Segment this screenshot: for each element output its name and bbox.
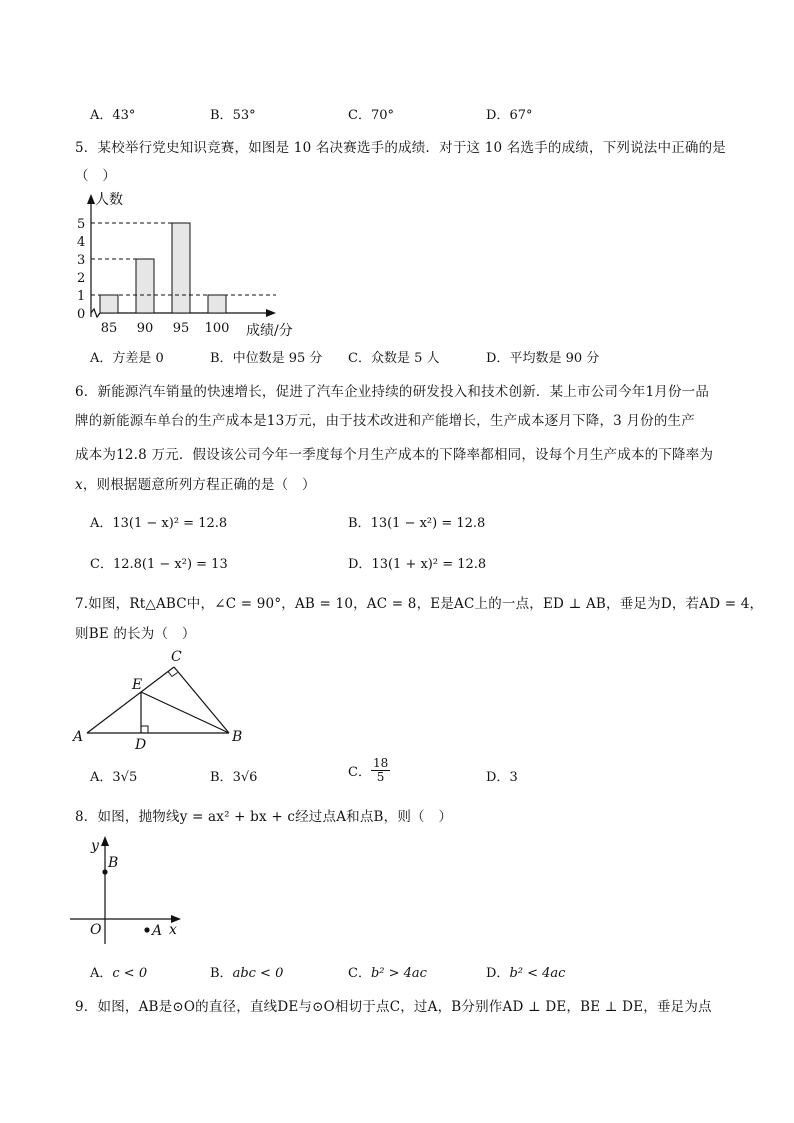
q4-option-b[interactable] (210, 104, 256, 123)
q7-stem-line2: 则BE 的长为（ ） (75, 626, 196, 642)
q5-option-d[interactable] (486, 347, 599, 366)
q7-option-a[interactable] (90, 766, 137, 785)
right-angle-d (141, 726, 148, 733)
option-text: 53° (232, 108, 256, 123)
option-letter: D． (486, 108, 510, 123)
q8-option-b[interactable] (210, 962, 283, 981)
q5-option-a[interactable] (90, 347, 164, 366)
option-letter: B． (348, 516, 371, 531)
y-axis-arrow (101, 836, 109, 846)
option-text: 13(1 + x)² = 12.8 (371, 557, 487, 572)
option-letter: D． (486, 770, 510, 785)
q4-option-d[interactable] (486, 104, 532, 123)
option-letter: B． (210, 770, 233, 785)
label-o: O (90, 922, 102, 938)
option-text: 67° (509, 108, 533, 123)
option-letter: C． (348, 765, 371, 780)
label-a: A (152, 923, 163, 939)
variable-x: x (75, 477, 83, 493)
y-tick-label: 0 (77, 307, 86, 322)
q6-option-a[interactable] (90, 512, 227, 531)
q8-option-a[interactable] (90, 962, 147, 981)
q6-stem-line4 (75, 473, 316, 493)
option-text: 3 (509, 770, 518, 785)
option-text: 43° (112, 108, 136, 123)
option-text: b² < 4ac (509, 966, 566, 981)
q4-option-a[interactable] (90, 104, 135, 123)
label-a: A (73, 729, 84, 745)
option-text: c < 0 (112, 966, 148, 981)
option-letter: A． (90, 108, 113, 123)
x-tick-label: 85 (100, 321, 118, 336)
x-axis-arrow (266, 309, 276, 317)
x-axis-title: 成绩/分 (246, 323, 293, 338)
q5-stem-line1: 5．某校举行党史知识竞赛，如图是 10 名决赛选手的成绩．对于这 10 名选手的成绩，下列说法中正确的是 (75, 140, 727, 156)
q6-option-b[interactable] (348, 512, 485, 531)
option-letter: A． (90, 351, 113, 366)
q8-option-c[interactable] (348, 962, 427, 981)
segment-eb (141, 692, 229, 733)
q6-stem-line1: 6．新能源汽车销量的快速增长，促进了汽车企业持续的研发投入和技术创新．某上市公司今年1月份一品 (75, 384, 710, 400)
fraction-numerator: 18 (372, 756, 389, 770)
segment-ac (87, 667, 174, 733)
option-text: 70° (370, 108, 394, 123)
option-letter: D． (486, 966, 510, 981)
fraction (371, 757, 390, 784)
option-letter: C． (348, 108, 371, 123)
option-text: 方差是 0 (112, 351, 164, 366)
option-letter: C． (348, 966, 371, 981)
option-text: 众数是 5 人 (370, 351, 440, 366)
point-b (102, 869, 107, 874)
y-axis-arrow (87, 194, 95, 204)
y-axis-title: 人数 (95, 192, 123, 208)
q5-bar-chart (70, 188, 310, 338)
label-e: E (132, 677, 143, 693)
option-letter: B． (210, 351, 233, 366)
option-text: 13(1 − x)² = 12.8 (112, 516, 228, 531)
option-text: 中位数是 95 分 (232, 351, 323, 366)
bar (208, 295, 226, 313)
option-text: 平均数是 90 分 (509, 351, 600, 366)
label-b: B (108, 855, 119, 871)
y-tick-label: 4 (77, 235, 86, 250)
q7-option-d[interactable] (486, 766, 518, 785)
q7-option-c[interactable] (348, 757, 390, 784)
q6-option-d[interactable] (348, 553, 486, 572)
option-text: 12.8(1 − x²) = 13 (112, 557, 228, 572)
q6-stem-line2: 牌的新能源车单台的生产成本是13万元，由于技术改进和产能增长，生产成本逐月下降，3 月份的生产 (75, 413, 695, 429)
x-tick-label: 100 (204, 321, 230, 336)
q6-stem-line3: 成本为12.8 万元．假设该公司今年一季度每个月生产成本的下降率都相同，设每个月生产成本的下降率为 (75, 447, 714, 463)
option-letter: C． (348, 351, 371, 366)
q5-option-b[interactable] (210, 347, 322, 366)
option-text: b² > 4ac (370, 966, 427, 981)
option-text: 3√6 (232, 770, 258, 785)
segment-cb (174, 667, 229, 733)
q8-option-d[interactable] (486, 962, 565, 981)
label-b: B (232, 729, 243, 745)
x-tick-label: 95 (172, 321, 190, 336)
option-text: abc < 0 (232, 966, 284, 981)
label-d: D (135, 737, 147, 753)
option-letter: B． (210, 108, 233, 123)
q7-triangle-figure (68, 645, 258, 755)
y-tick-label: 1 (77, 289, 86, 304)
q8-coordinate-figure (65, 832, 195, 947)
option-letter: B． (210, 966, 233, 981)
option-text: 13(1 − x²) = 12.8 (370, 516, 486, 531)
option-letter: C． (90, 557, 113, 572)
option-text: 3√5 (112, 770, 138, 785)
label-y: y (91, 838, 99, 854)
q7-stem-line1: 7.如图，Rt△ABC中，∠C = 90°，AB = 10，AC = 8，E是AC上的一点，ED ⊥ AB，垂足为D，若AD = 4， (75, 596, 764, 612)
bar (172, 223, 190, 313)
y-tick-label: 2 (77, 271, 86, 286)
y-tick-label: 5 (77, 217, 86, 232)
option-letter: A． (90, 966, 113, 981)
x-tick-label: 90 (136, 321, 154, 336)
fraction-denominator: 5 (376, 770, 385, 784)
label-c: C (171, 649, 182, 665)
q6-option-c[interactable] (90, 553, 228, 572)
q5-option-c[interactable] (348, 347, 440, 366)
q9-stem-line1: 9．如图，AB是⊙O的直径，直线DE与⊙O相切于点C，过A，B分别作AD ⊥ DE，BE ⊥ DE，垂足为点 (75, 999, 712, 1015)
option-letter: D． (348, 557, 372, 572)
y-tick-label: 3 (77, 253, 86, 268)
q6-stem-line4-rest: ，则根据题意所列方程正确的是（ ） (82, 477, 316, 493)
option-letter: A． (90, 516, 113, 531)
q8-stem-line1: 8．如图，抛物线y = ax² + bx + c经过点A和点B，则（ ） (75, 809, 453, 825)
q5-stem-line2: （ ） (75, 168, 117, 184)
right-angle-c (168, 672, 178, 677)
bar (136, 259, 154, 313)
option-letter: A． (90, 770, 113, 785)
label-x: x (169, 922, 177, 938)
q4-option-c[interactable] (348, 104, 394, 123)
q7-option-b[interactable] (210, 766, 257, 785)
option-letter: D． (486, 351, 510, 366)
point-a (144, 927, 149, 932)
bar (100, 295, 118, 313)
